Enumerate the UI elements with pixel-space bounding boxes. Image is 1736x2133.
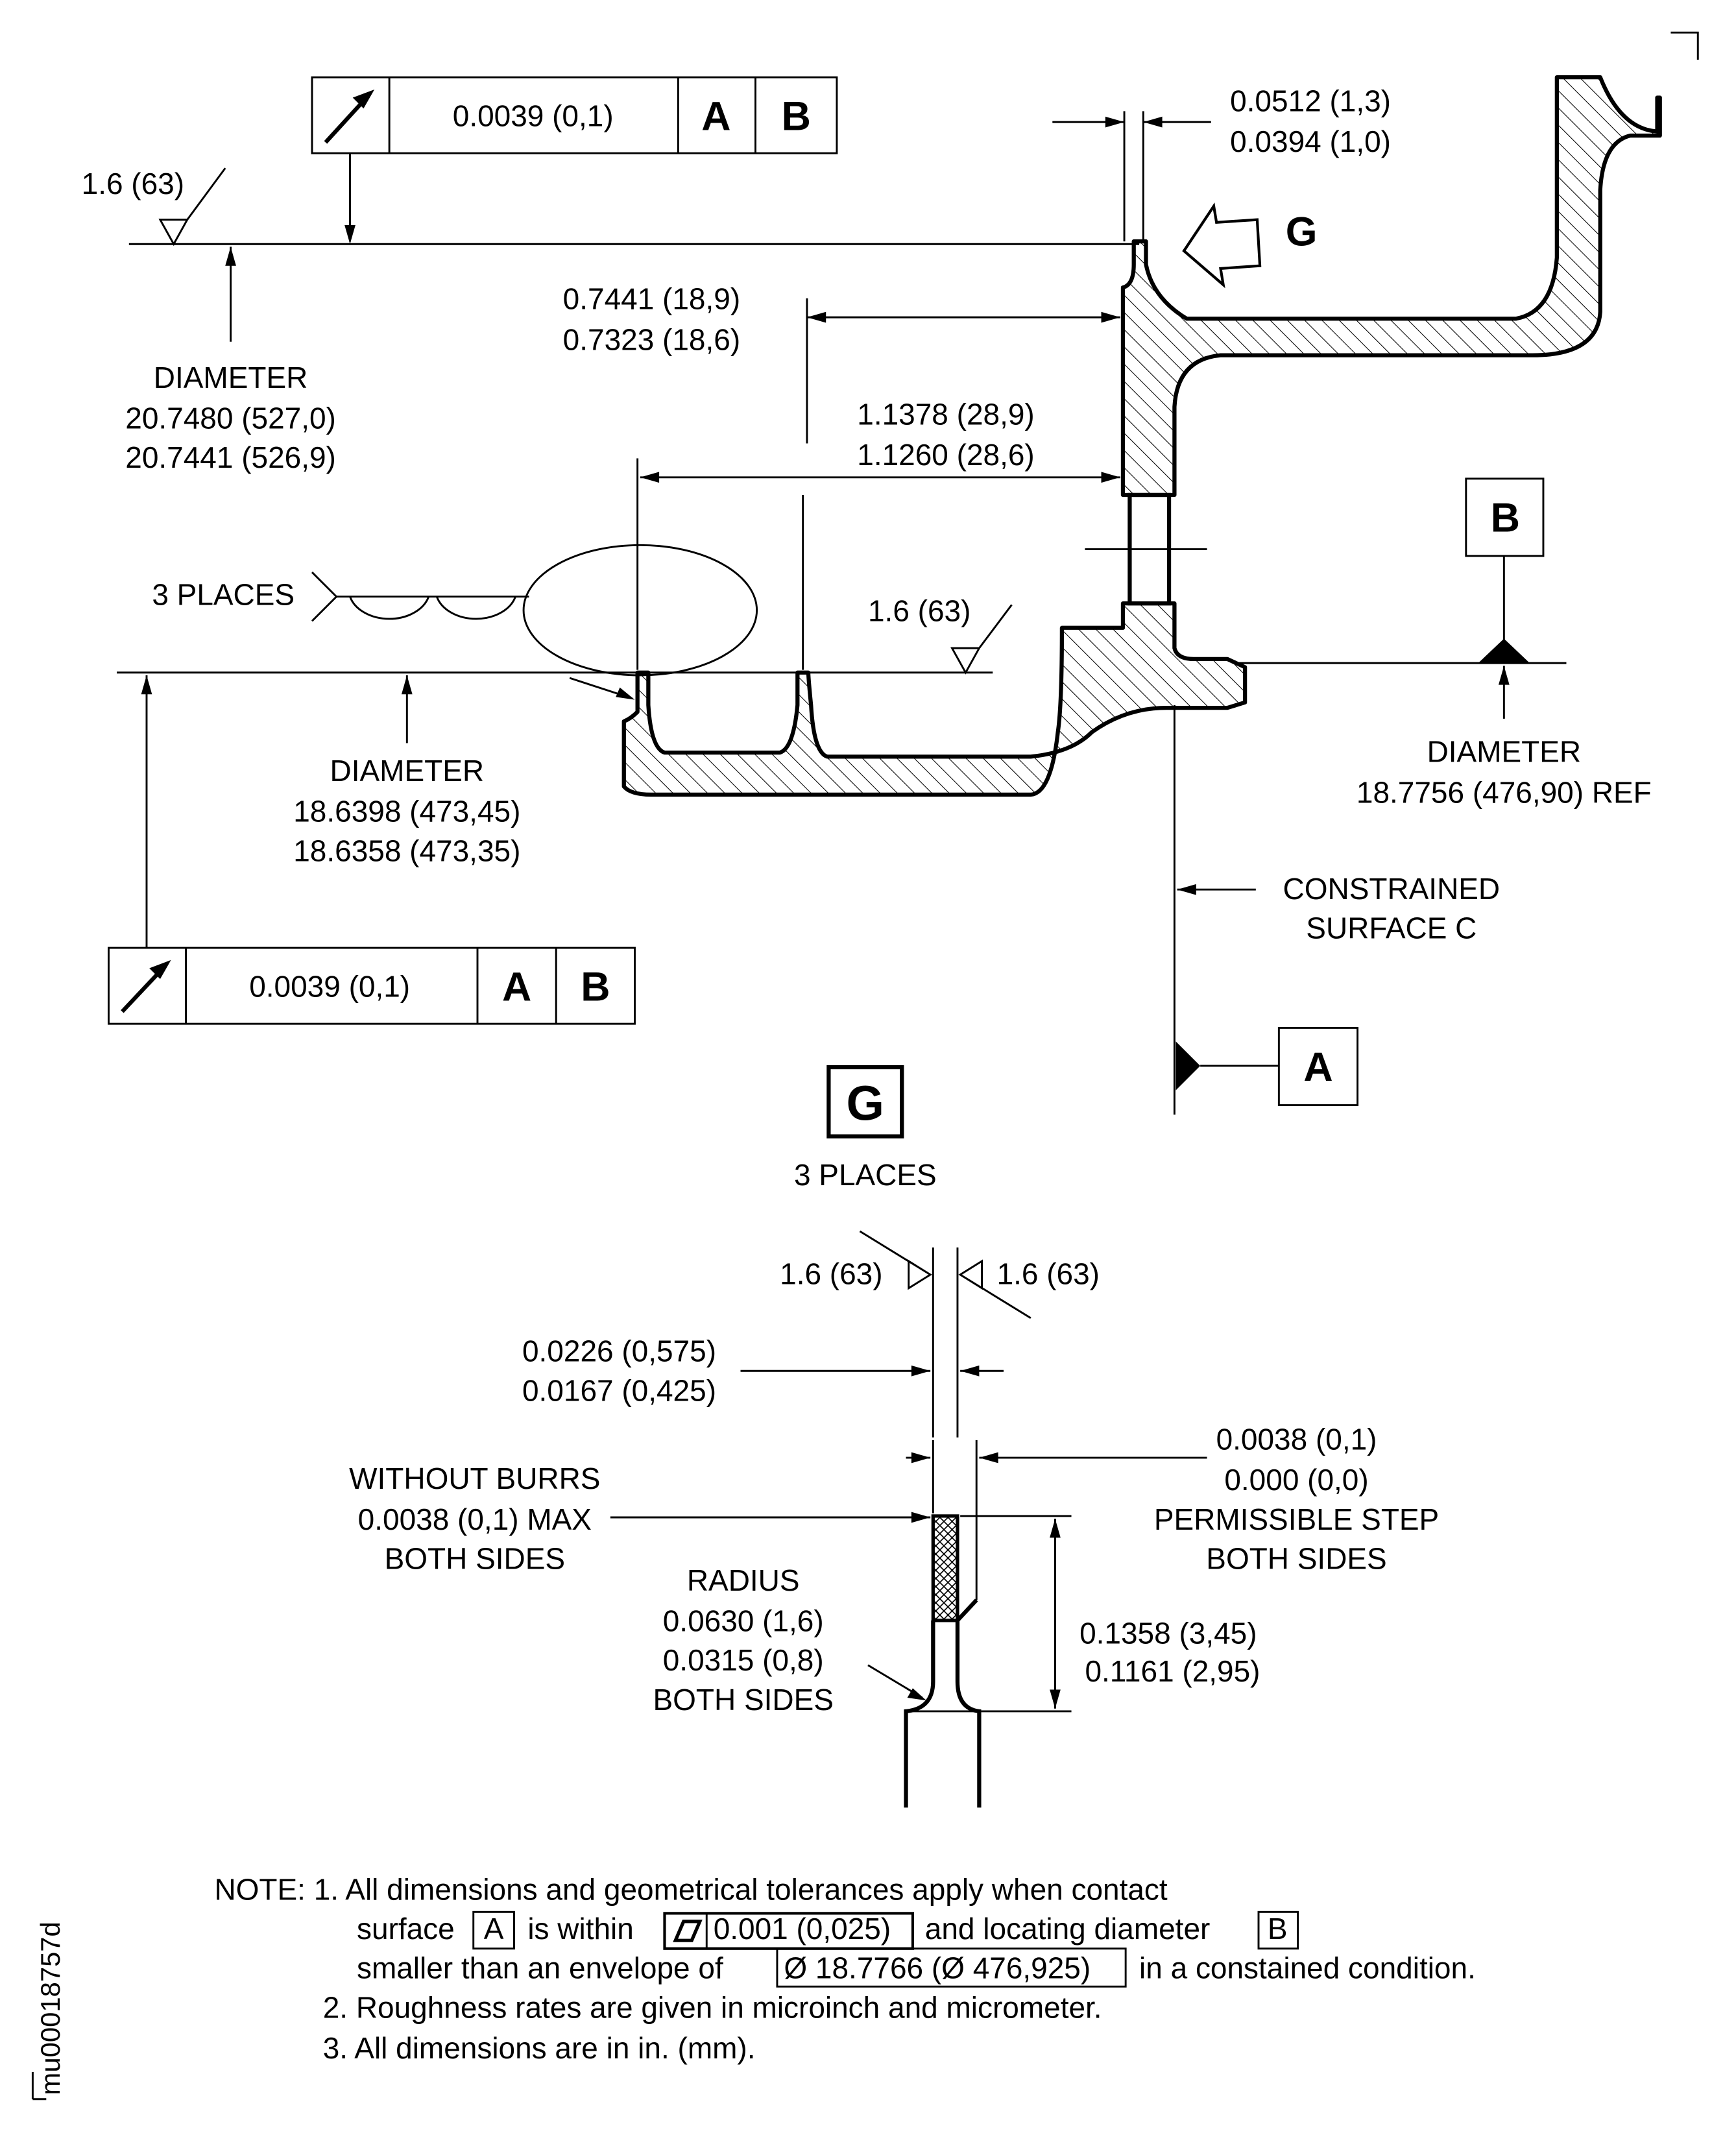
note-1-locating: and locating diameter	[924, 1912, 1211, 1946]
dim-0744-upper: 0.7441 (18,9)	[562, 282, 741, 316]
detail-height-upper: 0.1358 (3,45)	[1079, 1616, 1257, 1650]
note-1-envelope-value: Ø 18.7766 (Ø 476,925)	[784, 1951, 1091, 1985]
fcf-bottom-value: 0.0039 (0,1)	[249, 969, 411, 1004]
figure-id: mu00018757d	[35, 1922, 66, 2095]
note-1-line1: NOTE: 1. All dimensions and geometrical tolerances apply when contact	[214, 1872, 1168, 1907]
roughness-top: 1.6 (63)	[81, 166, 185, 200]
datum-b-letter: B	[1490, 495, 1521, 541]
datum-b-label: DIAMETER	[1427, 734, 1582, 769]
detail-height-lower: 0.1161 (2,95)	[1085, 1654, 1260, 1688]
datum-a-letter: A	[1303, 1044, 1333, 1090]
note-1-datum-b: B	[1267, 1912, 1288, 1946]
fcf-bottom	[108, 948, 634, 1024]
detail-burrs-l1: WITHOUT BURRS	[349, 1462, 601, 1496]
datum-triangle-icon	[1478, 639, 1530, 664]
diameter-top-label: DIAMETER	[153, 360, 308, 394]
detail-step-l3: PERMISSIBLE STEP	[1153, 1502, 1440, 1536]
diameter-mid-upper: 18.6398 (473,45)	[293, 794, 521, 828]
dim-0744-lower: 0.7323 (18,6)	[562, 322, 741, 357]
constrained-line1: CONSTRAINED	[1283, 871, 1501, 906]
detail-radius-l2: 0.0630 (1,6)	[662, 1604, 824, 1638]
fcf-top-datum-b: B	[781, 93, 811, 139]
diameter-top-upper: 20.7480 (527,0)	[125, 401, 336, 435]
detail-circle	[524, 545, 757, 675]
detail-step-l1: 0.0038 (0,1)	[1216, 1422, 1377, 1456]
datum-triangle-icon	[1175, 1041, 1200, 1090]
datum-b-value: 18.7756 (476,90) REF	[1356, 775, 1652, 810]
corner-mark	[1670, 32, 1698, 60]
note-1-within: is within	[527, 1912, 634, 1946]
detail-radius-l3: 0.0315 (0,8)	[662, 1643, 824, 1678]
notes	[214, 1872, 1475, 2065]
note-1-envelope: smaller than an envelope of	[356, 1951, 723, 1985]
roughness-mid: 1.6 (63)	[867, 594, 971, 628]
detail-rough-left: 1.6 (63)	[780, 1257, 883, 1291]
fcf-bottom-datum-b: B	[581, 964, 610, 1010]
note-1-surface: surface	[356, 1912, 455, 1946]
view-arrow-icon	[1184, 206, 1260, 285]
detail-step-l4: BOTH SIDES	[1206, 1541, 1387, 1576]
fcf-top-value: 0.0039 (0,1)	[452, 99, 614, 133]
detail-web	[906, 1621, 980, 1807]
diameter-top-lower: 20.7441 (526,9)	[125, 440, 336, 475]
diameter-mid-lower: 18.6358 (473,35)	[293, 834, 521, 868]
note-3: 3. All dimensions are in in. (mm).	[322, 2031, 756, 2066]
constrained-line2: SURFACE C	[1306, 911, 1477, 945]
weld-note: 3 PLACES	[152, 577, 295, 612]
fcf-top-datum-a: A	[701, 93, 731, 139]
detail-title: G	[846, 1076, 885, 1131]
note-1-datum-a: A	[483, 1912, 504, 1946]
note-2: 2. Roughness rates are given in microinch and micrometer.	[322, 1990, 1102, 2025]
fcf-top	[312, 77, 837, 244]
detail-step-l2: 0.000 (0,0)	[1224, 1463, 1369, 1497]
circular-runout-icon	[122, 960, 171, 1011]
detail-rough-right: 1.6 (63)	[996, 1257, 1100, 1291]
detail-burrs-l2: 0.0038 (0,1) MAX	[357, 1502, 592, 1536]
flatness-icon	[675, 1922, 700, 1940]
note-1-condition: in a constained condition.	[1139, 1951, 1476, 1985]
view-arrow-label: G	[1285, 209, 1318, 255]
circular-runout-icon	[326, 90, 374, 143]
dim-width-lower: 0.0394 (1,0)	[1230, 125, 1391, 159]
detail-subtitle: 3 PLACES	[793, 1157, 937, 1192]
detail-thk-lower: 0.0167 (0,425)	[522, 1373, 717, 1408]
dim-width-upper: 0.0512 (1,3)	[1230, 84, 1391, 118]
note-1-flatness-value: 0.001 (0,025)	[713, 1912, 891, 1946]
detail-thk-upper: 0.0226 (0,575)	[522, 1334, 717, 1368]
part-section-lower	[624, 603, 1245, 795]
fcf-bottom-datum-a: A	[501, 964, 532, 1010]
part-section-upper	[1123, 77, 1660, 495]
diameter-mid-label: DIAMETER	[330, 753, 485, 788]
detail-radius-l1: RADIUS	[686, 1563, 800, 1597]
detail-burr-zone	[933, 1516, 958, 1621]
weld-symbol-icon	[312, 572, 529, 621]
dim-1137-upper: 1.1378 (28,9)	[857, 397, 1035, 431]
detail-burrs-l3: BOTH SIDES	[384, 1541, 566, 1576]
detail-radius-l4: BOTH SIDES	[653, 1682, 834, 1717]
dim-1137-lower: 1.1260 (28,6)	[857, 437, 1035, 472]
